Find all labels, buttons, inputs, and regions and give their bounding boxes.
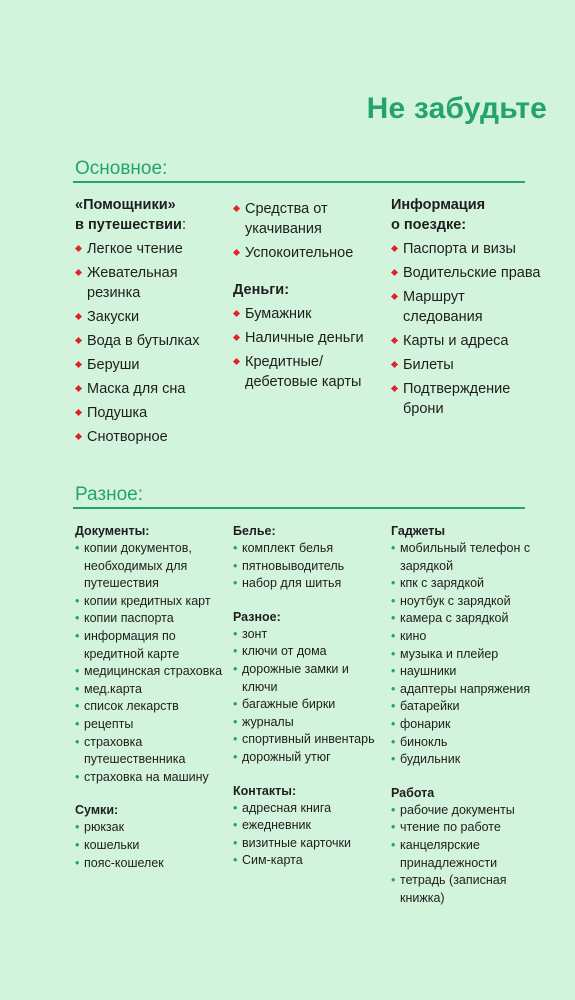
misc-header: Разное:: [233, 609, 281, 624]
section-divider-misc: [73, 507, 525, 509]
list-item: • зонт: [233, 626, 383, 644]
misc-list: [233, 626, 383, 767]
list-item: • копии кредитных карт: [75, 593, 225, 611]
list-item: • наушники: [391, 663, 531, 681]
bags-header: Сумки:: [75, 803, 119, 818]
list-item: • фонарик: [391, 716, 531, 734]
list-item: • копии документов, необходимых для путешествия: [75, 540, 225, 593]
list-item: • список лекарств: [75, 698, 225, 716]
page-title: Не забудьте: [366, 92, 547, 125]
list-item: • будильник: [391, 751, 531, 769]
bags-list: [75, 819, 225, 872]
list-item: • мед.карта: [75, 681, 225, 699]
list-item: • мобильный телефон с зарядкой: [391, 540, 531, 575]
documents-column: [75, 523, 225, 872]
helpers-header-colon: :: [181, 217, 187, 233]
list-item: Легкое чтение: [75, 239, 225, 259]
list-item: • визитные карточки: [233, 835, 383, 853]
list-item: • пятновыводитель: [233, 558, 383, 576]
list-item: Маршрут следования: [391, 287, 541, 327]
list-item: • Сим-карта: [233, 852, 383, 870]
list-item: Жевательная резинка: [75, 263, 225, 303]
documents-header: Документы:: [75, 524, 150, 538]
list-item: • рабочие документы: [391, 802, 531, 820]
list-item: • рецепты: [75, 716, 225, 734]
list-item: Бумажник: [233, 304, 383, 324]
linen-header: Белье:: [233, 524, 276, 538]
list-item: Наличные деньги: [233, 328, 383, 348]
trip-info-column: [391, 195, 541, 419]
section-heading-main-colon: :: [162, 158, 168, 179]
list-item: • медицинская страховка: [75, 663, 225, 681]
list-item: Средства от укачивания: [233, 199, 383, 239]
list-item: • ежедневник: [233, 817, 383, 835]
list-item: • кошельки: [75, 837, 225, 855]
list-item: Закуски: [75, 307, 225, 327]
list-item: • рюкзак: [75, 819, 225, 837]
money-header: Деньги:: [233, 282, 290, 298]
list-item: • канцелярские принадлежности: [391, 837, 531, 872]
helpers-column: [75, 195, 225, 447]
helpers-header: [75, 195, 225, 235]
list-item: Кредитные/ дебетовые карты: [233, 352, 383, 392]
list-item: • дорожный утюг: [233, 749, 383, 767]
list-item: • тетрадь (записная книжка): [391, 872, 531, 907]
list-item: • страховка на машину: [75, 769, 225, 787]
list-item: • информация по кредитной карте: [75, 628, 225, 663]
linen-list: [233, 540, 383, 593]
list-item: • багажные бирки: [233, 696, 383, 714]
gadgets-header: Гаджеты: [391, 524, 446, 538]
list-item: Вода в бутылках: [75, 331, 225, 351]
contacts-header: Контакты:: [233, 783, 297, 798]
trip-info-header: [391, 195, 541, 235]
list-item: • ключи от дома: [233, 643, 383, 661]
list-item: • спортивный инвентарь: [233, 731, 383, 749]
documents-list: [75, 540, 225, 786]
list-item: • копии паспорта: [75, 610, 225, 628]
list-item: Подтверждение брони: [391, 379, 541, 419]
list-item: • батарейки: [391, 698, 531, 716]
list-item: Паспорта и визы: [391, 239, 541, 259]
comfort-list: [233, 199, 383, 263]
list-item: • адресная книга: [233, 800, 383, 818]
section-heading-misc: Разное:: [75, 484, 144, 505]
section-divider-main: [73, 181, 525, 183]
list-item: • кпк с зарядкой: [391, 575, 531, 593]
list-item: • бинокль: [391, 734, 531, 752]
trip-info-header-line1: Информация: [391, 197, 486, 213]
section-heading-main: [75, 158, 167, 180]
list-item: • набор для шитья: [233, 575, 383, 593]
gadgets-list: [391, 540, 531, 769]
comfort-column: [233, 195, 383, 392]
list-item: • дорожные замки и ключи: [233, 661, 383, 696]
list-item: • чтение по работе: [391, 819, 531, 837]
list-item: • журналы: [233, 714, 383, 732]
list-item: • кино: [391, 628, 531, 646]
list-item: Снотворное: [75, 427, 225, 447]
list-item: Маска для сна: [75, 379, 225, 399]
section-heading-main-text: Основное: [75, 158, 163, 179]
list-item: • ноутбук с зарядкой: [391, 593, 531, 611]
helpers-header-line1: «Помощники»: [75, 197, 176, 213]
work-list: [391, 802, 531, 908]
list-item: • камера с зарядкой: [391, 610, 531, 628]
contacts-list: [233, 800, 383, 870]
list-item: • комплект белья: [233, 540, 383, 558]
trip-info-header-line2: о поездке:: [391, 217, 467, 233]
list-item: Билеты: [391, 355, 541, 375]
linen-column: [233, 523, 383, 870]
work-header: Работа: [391, 785, 435, 800]
list-item: Подушка: [75, 403, 225, 423]
trip-info-list: [391, 239, 541, 419]
list-item: Успокоительное: [233, 243, 383, 263]
list-item: Беруши: [75, 355, 225, 375]
helpers-header-line2: в путешествии: [75, 217, 182, 233]
list-item: • пояс-кошелек: [75, 855, 225, 873]
money-list: [233, 304, 383, 392]
helpers-list: [75, 239, 225, 447]
list-item: • страховка путешественника: [75, 734, 225, 769]
list-item: • адаптеры напряжения: [391, 681, 531, 699]
gadgets-column: [391, 523, 531, 907]
list-item: • музыка и плейер: [391, 646, 531, 664]
list-item: Карты и адреса: [391, 331, 541, 351]
list-item: Водительские права: [391, 263, 541, 283]
